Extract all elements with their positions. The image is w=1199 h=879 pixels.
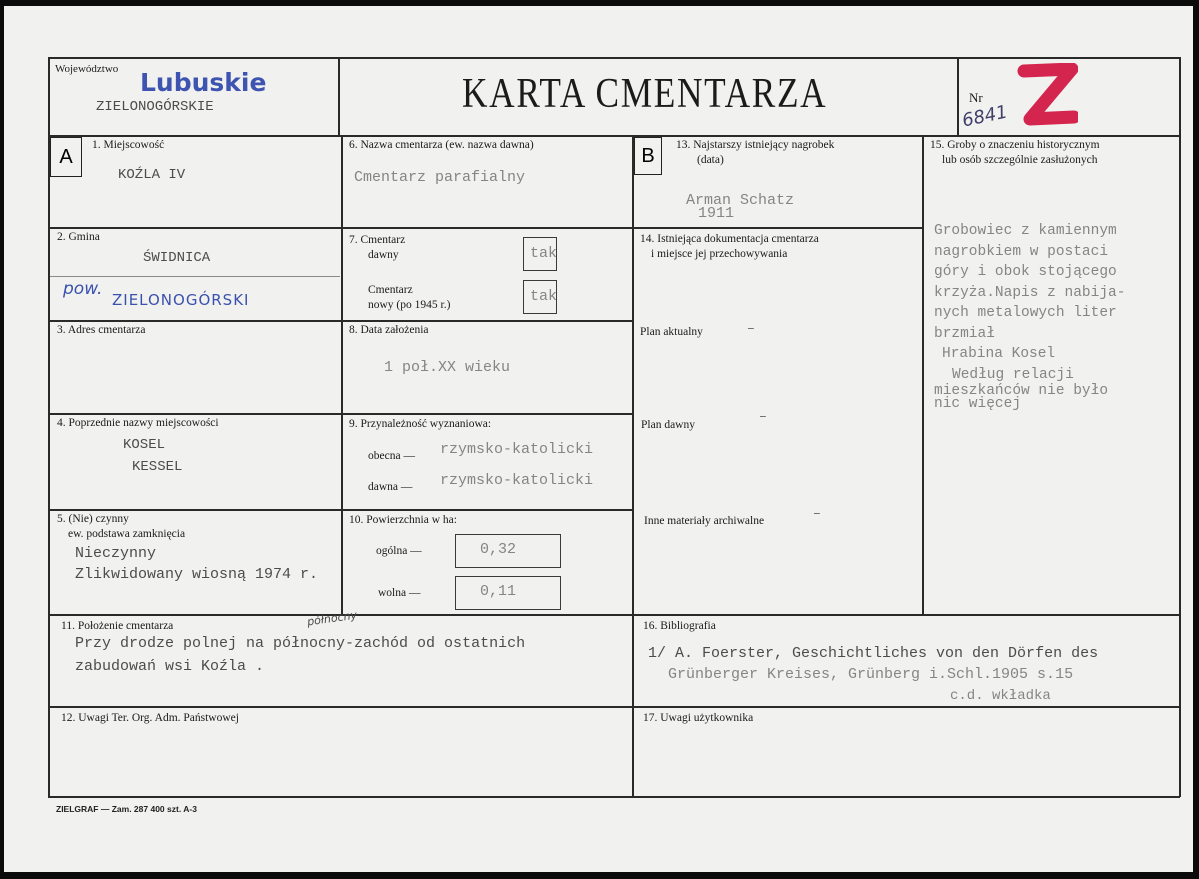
field1-value: KOŹLA IV bbox=[118, 167, 186, 183]
field15-line: góry i obok stojącego bbox=[934, 264, 1117, 280]
rule-row1-b bbox=[634, 227, 922, 229]
field15-label-2: lub osób szczególnie zasłużonych bbox=[942, 154, 1098, 166]
field15-line: nych metalowych liter bbox=[934, 305, 1117, 321]
field14-label-2: i miejsce jej przechowywania bbox=[651, 248, 788, 260]
rule-bottom bbox=[48, 796, 1180, 798]
nr-label: Nr bbox=[969, 90, 983, 105]
field1-label: 1. Miejscowość bbox=[92, 139, 165, 151]
field4-label: 4. Poprzednie nazwy miejscowości bbox=[57, 417, 219, 429]
field15-line: nic więcej bbox=[934, 396, 1022, 412]
field7-nowy-label-1: Cmentarz bbox=[368, 284, 413, 296]
field15-line: brzmiał bbox=[934, 325, 995, 342]
field13-value-1: Arman Schatz bbox=[686, 192, 795, 209]
field15-line: nagrobkiem w postaci bbox=[934, 243, 1109, 260]
plan-aktualny-label: Plan aktualny bbox=[640, 326, 703, 338]
wojewodztwo-label: Województwo bbox=[55, 63, 119, 75]
rule-header-bottom bbox=[48, 135, 1180, 137]
field16-line-2: Grünberger Kreises, Grünberg i.Schl.1905 s.15 bbox=[668, 666, 1074, 683]
inne-value: – bbox=[814, 507, 820, 519]
rule-gmina-split bbox=[50, 276, 340, 277]
field5-label-2: ew. podstawa zamknięcia bbox=[68, 528, 186, 540]
field10-label: 10. Powierzchnia w ha: bbox=[349, 514, 457, 526]
field13-value-2: 1911 bbox=[698, 205, 735, 222]
rule-right bbox=[1179, 57, 1181, 797]
field2-label: 2. Gmina bbox=[57, 231, 100, 243]
field10-wolna-value: 0,11 bbox=[480, 583, 517, 600]
field13-label-1: 13. Najstarszy istniejący nagrobek bbox=[676, 139, 835, 151]
field17-label: 17. Uwagi użytkownika bbox=[643, 712, 754, 724]
rule-row5 bbox=[48, 614, 1180, 616]
field15-line: Grobowiec z kamiennym bbox=[934, 223, 1117, 239]
section-a-letter: A bbox=[59, 145, 73, 168]
field15-line: mieszkańców nie było bbox=[934, 383, 1109, 399]
field16-label: 16. Bibliografia bbox=[643, 620, 716, 632]
field9-label: 9. Przynależność wyznaniowa: bbox=[349, 418, 492, 430]
rule-col1 bbox=[341, 135, 343, 615]
field10-ogolna-label: ogólna — bbox=[376, 545, 422, 557]
rule-header-v1 bbox=[338, 57, 340, 136]
field15-line: Hrabina Kosel bbox=[942, 346, 1056, 362]
field16-line-3: c.d. wkładka bbox=[950, 688, 1051, 704]
field2-value: ŚWIDNICA bbox=[143, 250, 211, 266]
rule-col3 bbox=[922, 135, 924, 615]
rule-row6 bbox=[48, 706, 1180, 708]
section-b-letter: B bbox=[641, 144, 655, 167]
field8-label: 8. Data założenia bbox=[349, 324, 429, 336]
field9-obecna-value: rzymsko-katolicki bbox=[440, 441, 594, 458]
plan-dawny-label: Plan dawny bbox=[641, 419, 695, 431]
nr-letter-mark bbox=[1016, 63, 1078, 129]
field5-value-1: Nieczynny bbox=[75, 545, 157, 562]
field12-label: 12. Uwagi Ter. Org. Adm. Państwowej bbox=[61, 712, 239, 724]
field5-value-2: Zlikwidowany wiosną 1974 r. bbox=[75, 566, 319, 583]
field5-label-1: 5. (Nie) czynny bbox=[57, 513, 129, 525]
field14-label-1: 14. Istniejąca dokumentacja cmentarza bbox=[640, 233, 819, 245]
field15-label-1: 15. Groby o znaczeniu historycznym bbox=[930, 139, 1100, 151]
field4-value-2: KESSEL bbox=[132, 459, 183, 475]
field13-label-2: (data) bbox=[697, 154, 724, 166]
field2-handwritten-value: ZIELONOGÓRSKI bbox=[112, 291, 250, 309]
field6-value: Cmentarz parafialny bbox=[354, 169, 526, 186]
field9-obecna-label: obecna — bbox=[368, 450, 415, 462]
field2-handwritten-prefix: pow. bbox=[63, 279, 103, 299]
inne-label: Inne materiały archiwalne bbox=[644, 515, 765, 527]
nr-handwritten: 6841 bbox=[960, 101, 1010, 132]
field15-text bbox=[934, 221, 1125, 411]
field10-wolna-label: wolna — bbox=[378, 587, 421, 599]
field9-dawna-value: rzymsko-katolicki bbox=[440, 472, 594, 489]
plan-dawny-value: – bbox=[760, 410, 766, 422]
rule-top bbox=[48, 57, 1180, 59]
section-a-box bbox=[50, 137, 82, 177]
field11-line-1: Przy drodze polnej na północny-zachód od ostatnich bbox=[75, 635, 526, 652]
wojewodztwo-value: ZIELONOGÓRSKIE bbox=[96, 99, 214, 115]
field15-line: krzyża.Napis z nabija- bbox=[934, 284, 1126, 301]
field7-dawny-value: tak bbox=[530, 245, 558, 262]
field9-dawna-label: dawna — bbox=[368, 481, 413, 493]
wojewodztwo-stamp: Lubuskie bbox=[140, 68, 267, 97]
field11-label: 11. Położenie cmentarza bbox=[61, 620, 174, 632]
field8-value: 1 poł.XX wieku bbox=[384, 359, 511, 376]
field7-nowy-value: tak bbox=[530, 288, 558, 305]
plan-aktualny-value: – bbox=[748, 322, 754, 334]
field4-value-1: KOSEL bbox=[123, 437, 166, 453]
rule-header-v2 bbox=[957, 57, 959, 136]
field7-label: 7. Cmentarz bbox=[349, 234, 406, 246]
section-b-box bbox=[634, 137, 662, 175]
field16-line-1: 1/ A. Foerster, Geschichtliches von den Dörfen des bbox=[648, 645, 1099, 662]
rule-col2 bbox=[632, 135, 634, 797]
field3-label: 3. Adres cmentarza bbox=[57, 324, 146, 336]
printer-footer: ZIELGRAF — Zam. 287 400 szt. A-3 bbox=[56, 804, 197, 814]
card-title: KARTA CMENTARZA bbox=[462, 71, 828, 117]
field7-nowy-label-2: nowy (po 1945 r.) bbox=[368, 299, 451, 311]
field11-line-2: zabudowań wsi Koźla . bbox=[75, 658, 265, 675]
field6-label: 6. Nazwa cmentarza (ew. nazwa dawna) bbox=[349, 139, 534, 151]
field11-handwritten: północny bbox=[306, 608, 358, 629]
field7-dawny-label: dawny bbox=[368, 249, 399, 261]
field15-line: Według relacji bbox=[952, 366, 1074, 383]
field10-ogolna-value: 0,32 bbox=[480, 541, 517, 558]
